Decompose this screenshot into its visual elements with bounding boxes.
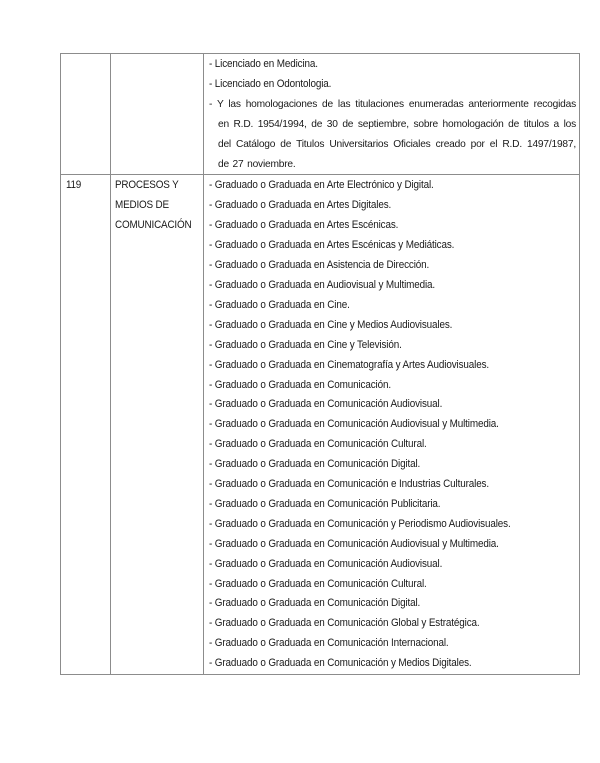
titles-cell — [204, 54, 580, 175]
table-row — [61, 54, 580, 175]
degree-title: - Graduado o Graduada en Comunicación Audiovisual y Multimedia. — [209, 418, 499, 431]
degree-title: - Graduado o Graduada en Artes Digitales. — [209, 199, 392, 212]
degree-title: - Graduado o Graduada en Comunicación Digital. — [209, 458, 421, 471]
row-number-cell — [61, 175, 111, 675]
degree-title: - Graduado o Graduada en Comunicación Global y Estratégica. — [209, 617, 480, 630]
row-number: 119 — [66, 179, 81, 192]
degree-title: - Graduado o Graduada en Comunicación Digital. — [209, 597, 421, 610]
area-cell — [111, 54, 204, 175]
area-line: PROCESOS Y — [115, 179, 179, 192]
degree-title: - Graduado o Graduada en Asistencia de Dirección. — [209, 259, 430, 272]
degree-title: - Graduado o Graduada en Comunicación Internacional. — [209, 637, 449, 650]
row-number-cell — [61, 54, 111, 175]
degree-title: - Graduado o Graduada en Comunicación Publicitaria. — [209, 497, 441, 510]
degrees-table — [60, 53, 580, 675]
table-row — [61, 175, 580, 675]
degree-title: - Graduado o Graduada en Comunicación Audiovisual y Multimedia. — [209, 537, 499, 550]
degree-title: - Graduado o Graduada en Comunicación y Periodismo Audiovisuales. — [209, 517, 511, 530]
area-line: MEDIOS DE — [115, 199, 169, 212]
degree-title: - Graduado o Graduada en Comunicación Audiovisual. — [209, 557, 443, 570]
degree-title: - Licenciado en Odontologia. — [209, 77, 332, 90]
titles-cell — [204, 175, 580, 675]
area-name — [111, 175, 203, 236]
area-name — [111, 54, 203, 55]
homologation-note: - Y las homologaciones de las titulaciones enumeradas anteriormente recogidas en R.D. 1954/1994, de 30 de septiembre, sobre homologación de titulos a los del Catálogo de Titulos Universitarios Oficiales creado por el R.D. 1497/1987, de 27 noviembre. — [209, 98, 576, 170]
degree-title: - Graduado o Graduada en Comunicación Audiovisual. — [209, 398, 443, 411]
degree-title: - Graduado o Graduada en Comunicación Cultural. — [209, 577, 427, 590]
degree-title: - Graduado o Graduada en Comunicación Cultural. — [209, 438, 427, 451]
degree-title: - Graduado o Graduada en Comunicación y Medios Digitales. — [209, 657, 472, 670]
degree-title: - Licenciado en Medicina. — [209, 58, 318, 70]
degree-title: - Graduado o Graduada en Cine y Medios Audiovisuales. — [209, 318, 453, 331]
titles-list — [209, 176, 576, 674]
area-cell — [111, 175, 204, 675]
degree-title: - Graduado o Graduada en Cine. — [209, 298, 350, 311]
degree-title: - Graduado o Graduada en Artes Escénicas. — [209, 219, 399, 232]
degree-title: - Graduado o Graduada en Audiovisual y Multimedia. — [209, 278, 436, 291]
degree-title: - Graduado o Graduada en Artes Escénicas y Mediáticas. — [209, 239, 455, 252]
area-line: COMUNICACIÓN — [115, 219, 192, 232]
degree-title: - Graduado o Graduada en Cinematografía y Artes Audiovisuales. — [209, 358, 490, 371]
degree-title: - Graduado o Graduada en Cine y Televisión. — [209, 338, 402, 351]
degree-title: - Graduado o Graduada en Arte Electrónico y Digital. — [209, 179, 434, 192]
degree-title: - Graduado o Graduada en Comunicación. — [209, 378, 391, 391]
degree-title: - Graduado o Graduada en Comunicación e Industrias Culturales. — [209, 478, 489, 491]
titles-list — [209, 55, 576, 95]
